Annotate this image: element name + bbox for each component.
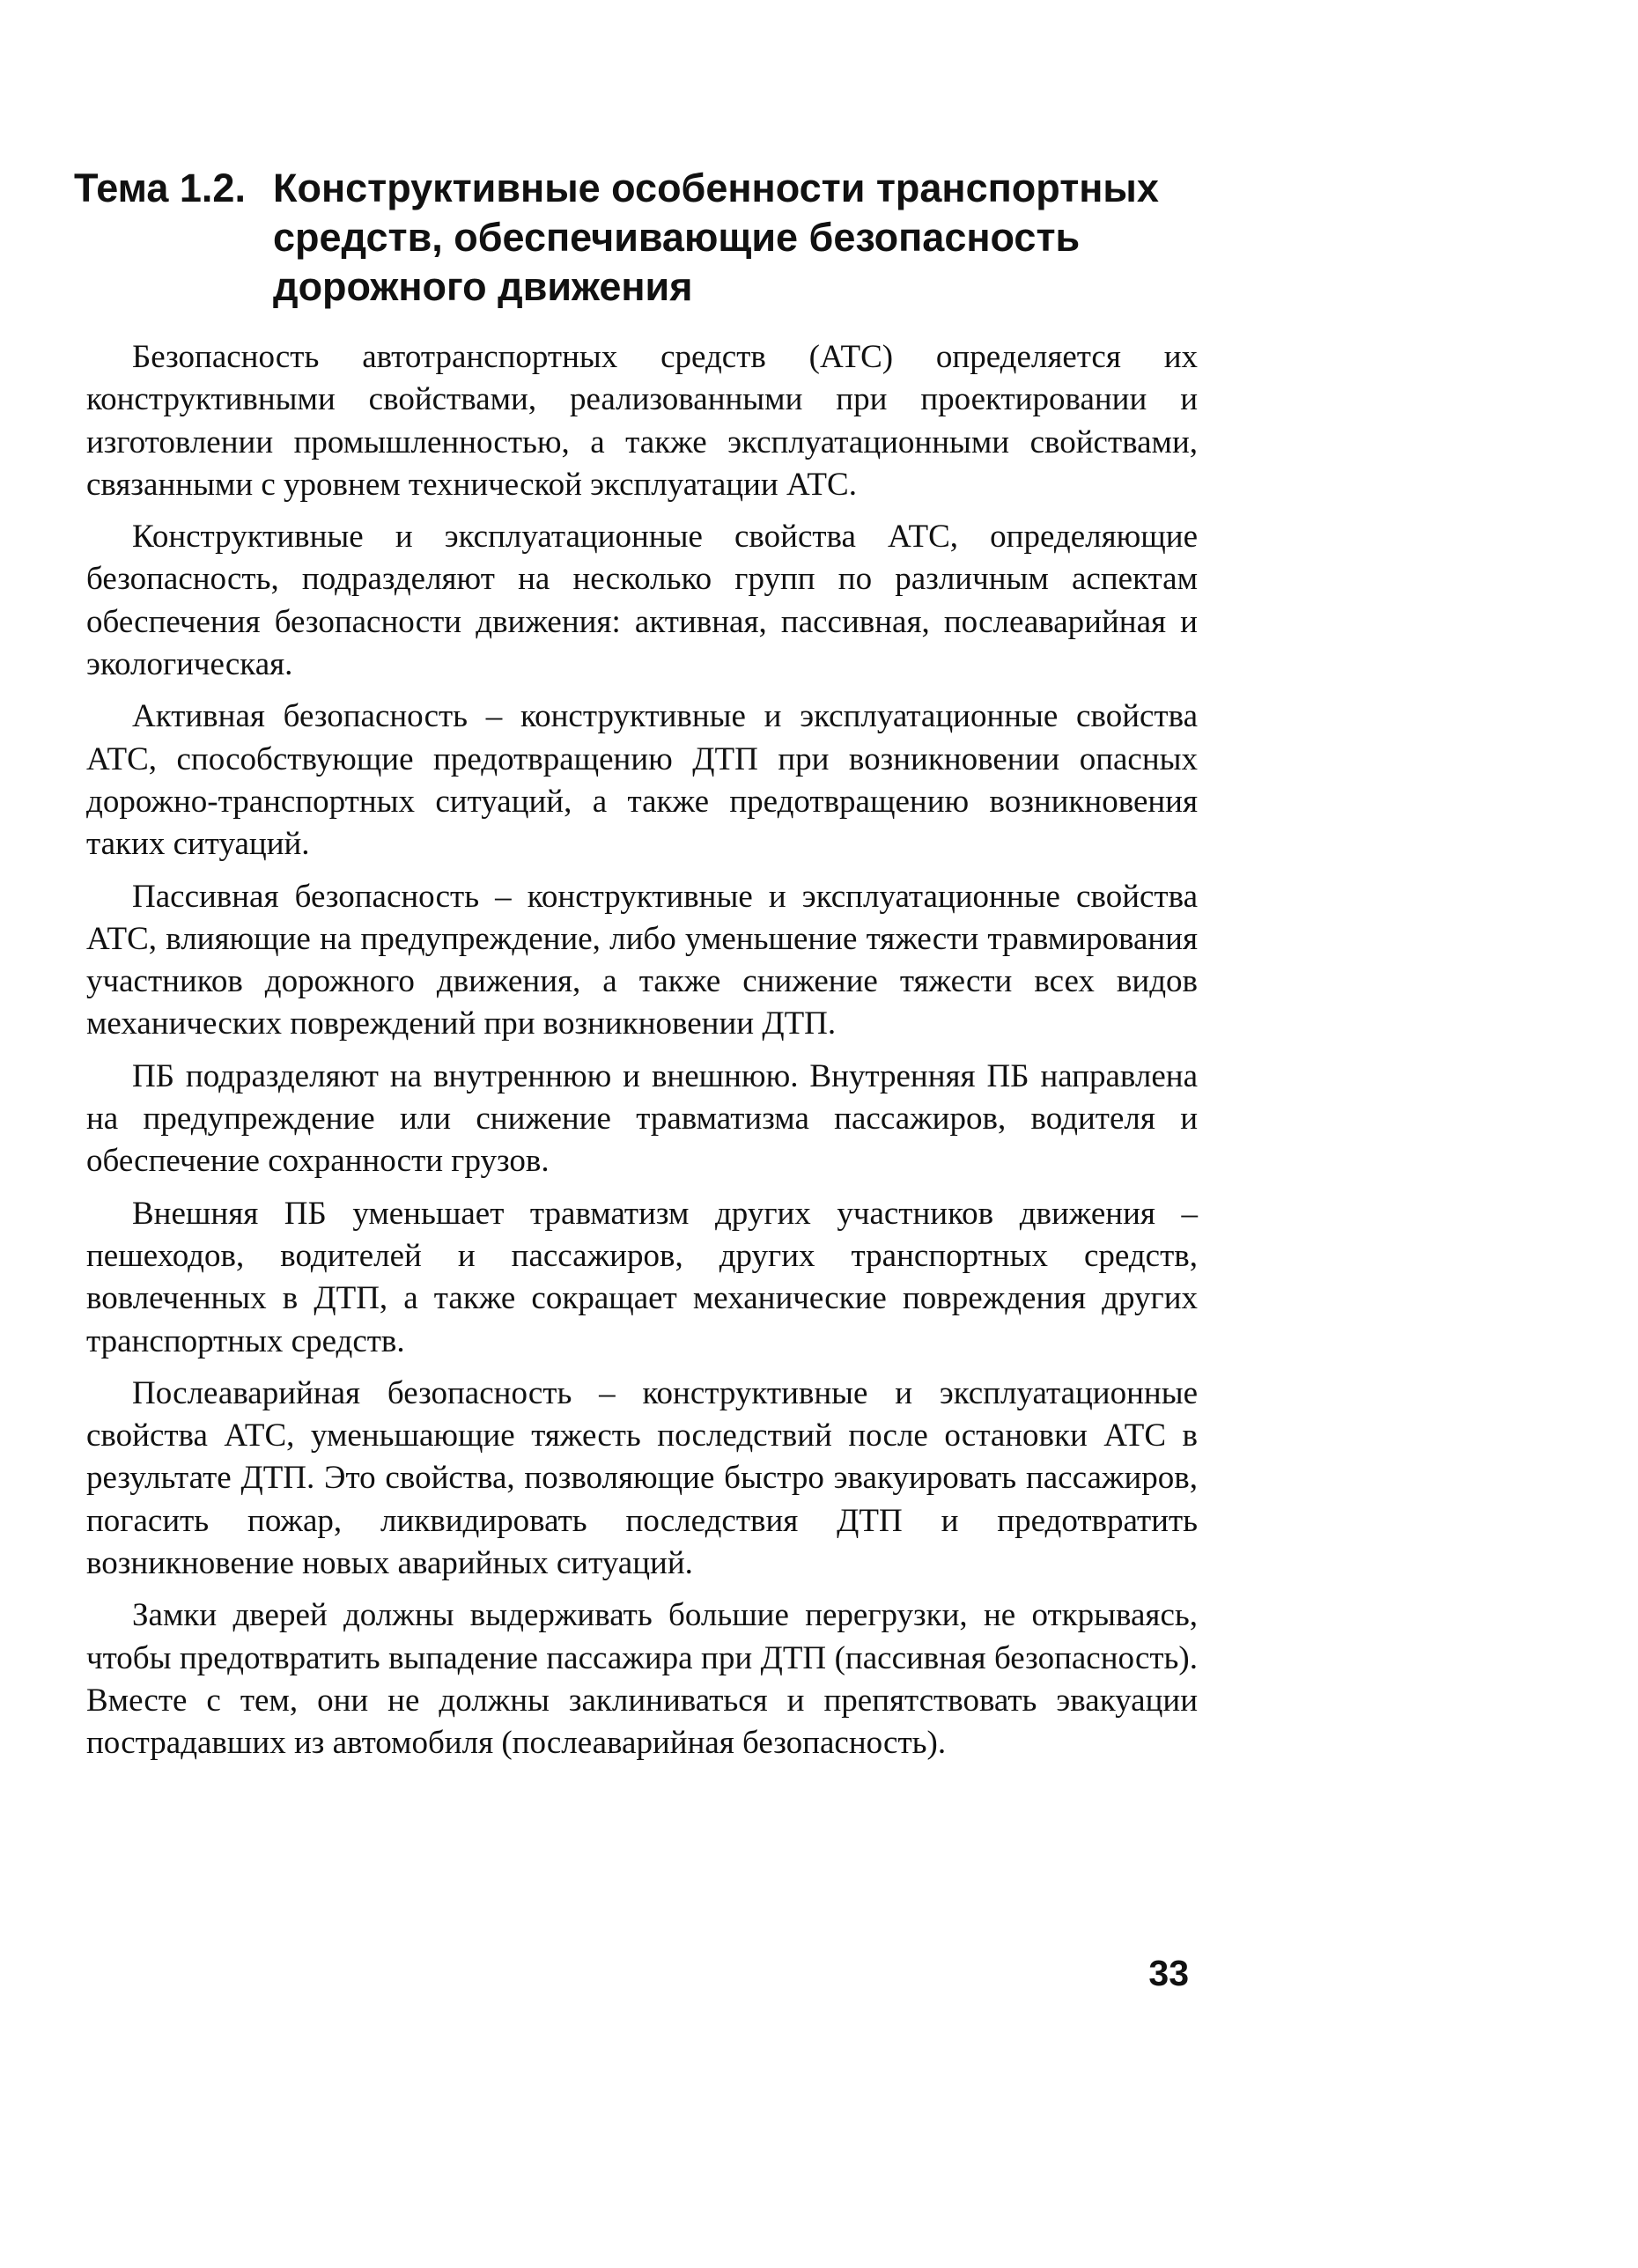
- page-number: 33: [1148, 1953, 1189, 1993]
- section-title: Конструктивные особенности транспортных средств, обеспечивающие безопасность дорожного движения: [273, 166, 1159, 309]
- section-heading: [74, 164, 1219, 312]
- paragraph-5: ПБ подразделяют на внутреннюю и внешнюю. Внутренняя ПБ направлена на предупреждение или снижение травматизма пассажиров, водителя и обеспечение сохранности грузов.: [86, 1057, 1198, 1180]
- paragraph-7: Послеаварийная безопасность – конструктивные и эксплуатационные свойства АТС, уменьшающие тяжесть последствий после остановки АТС в результате ДТП. Это свойства, позволяющие быстро эвакуировать пассажиров, погасить пожар, ликвидировать последствия ДТП и предотвратить возникновение новых аварийных ситуаций.: [86, 1374, 1198, 1582]
- paragraph-2: Конструктивные и эксплуатационные свойства АТС, определяющие безопасность, подразделяют на несколько групп по различным аспектам обеспечения безопасности движения: активная, пассивная, послеаварийная и экологическая.: [86, 519, 1198, 683]
- paragraph-3: Активная безопасность – конструктивные и эксплуатационные свойства АТС, способствующие предотвращению ДТП при возникновении опасных дорожно-транспортных ситуаций, а также предотвращению возникновения таких ситуаций.: [86, 698, 1198, 863]
- paragraph-4: Пассивная безопасность – конструктивные и эксплуатационные свойства АТС, влияющие на предупреждение, либо уменьшение тяжести травмирования участников дорожного движения, а также снижение тяжести всех видов механических повреждений при возникновении ДТП.: [86, 878, 1198, 1042]
- section-number: Тема 1.2.: [74, 166, 246, 210]
- body-text: [86, 336, 1198, 1775]
- paragraph-6: Внешняя ПБ уменьшает травматизм других участников движения – пешеходов, водителей и пассажиров, других транспортных средств, вовлеченных в ДТП, а также сокращает механические повреждения других транспортных средств.: [86, 1195, 1198, 1359]
- paragraph-8: Замки дверей должны выдерживать большие перегрузки, не открываясь, чтобы предотвратить выпадение пассажира при ДТП (пассивная безопасность). Вместе с тем, они не должны заклиниваться и препятствовать эвакуации пострадавших из автомобиля (послеаварийная безопасность).: [86, 1597, 1198, 1762]
- paragraph-1: Безопасность автотранспортных средств (АТС) определяется их конструктивными свойствами, реализованными при проектировании и изготовлении промышленностью, а также эксплуатационными свойствами, связанными с уровнем технической эксплуатации АТС.: [86, 339, 1198, 503]
